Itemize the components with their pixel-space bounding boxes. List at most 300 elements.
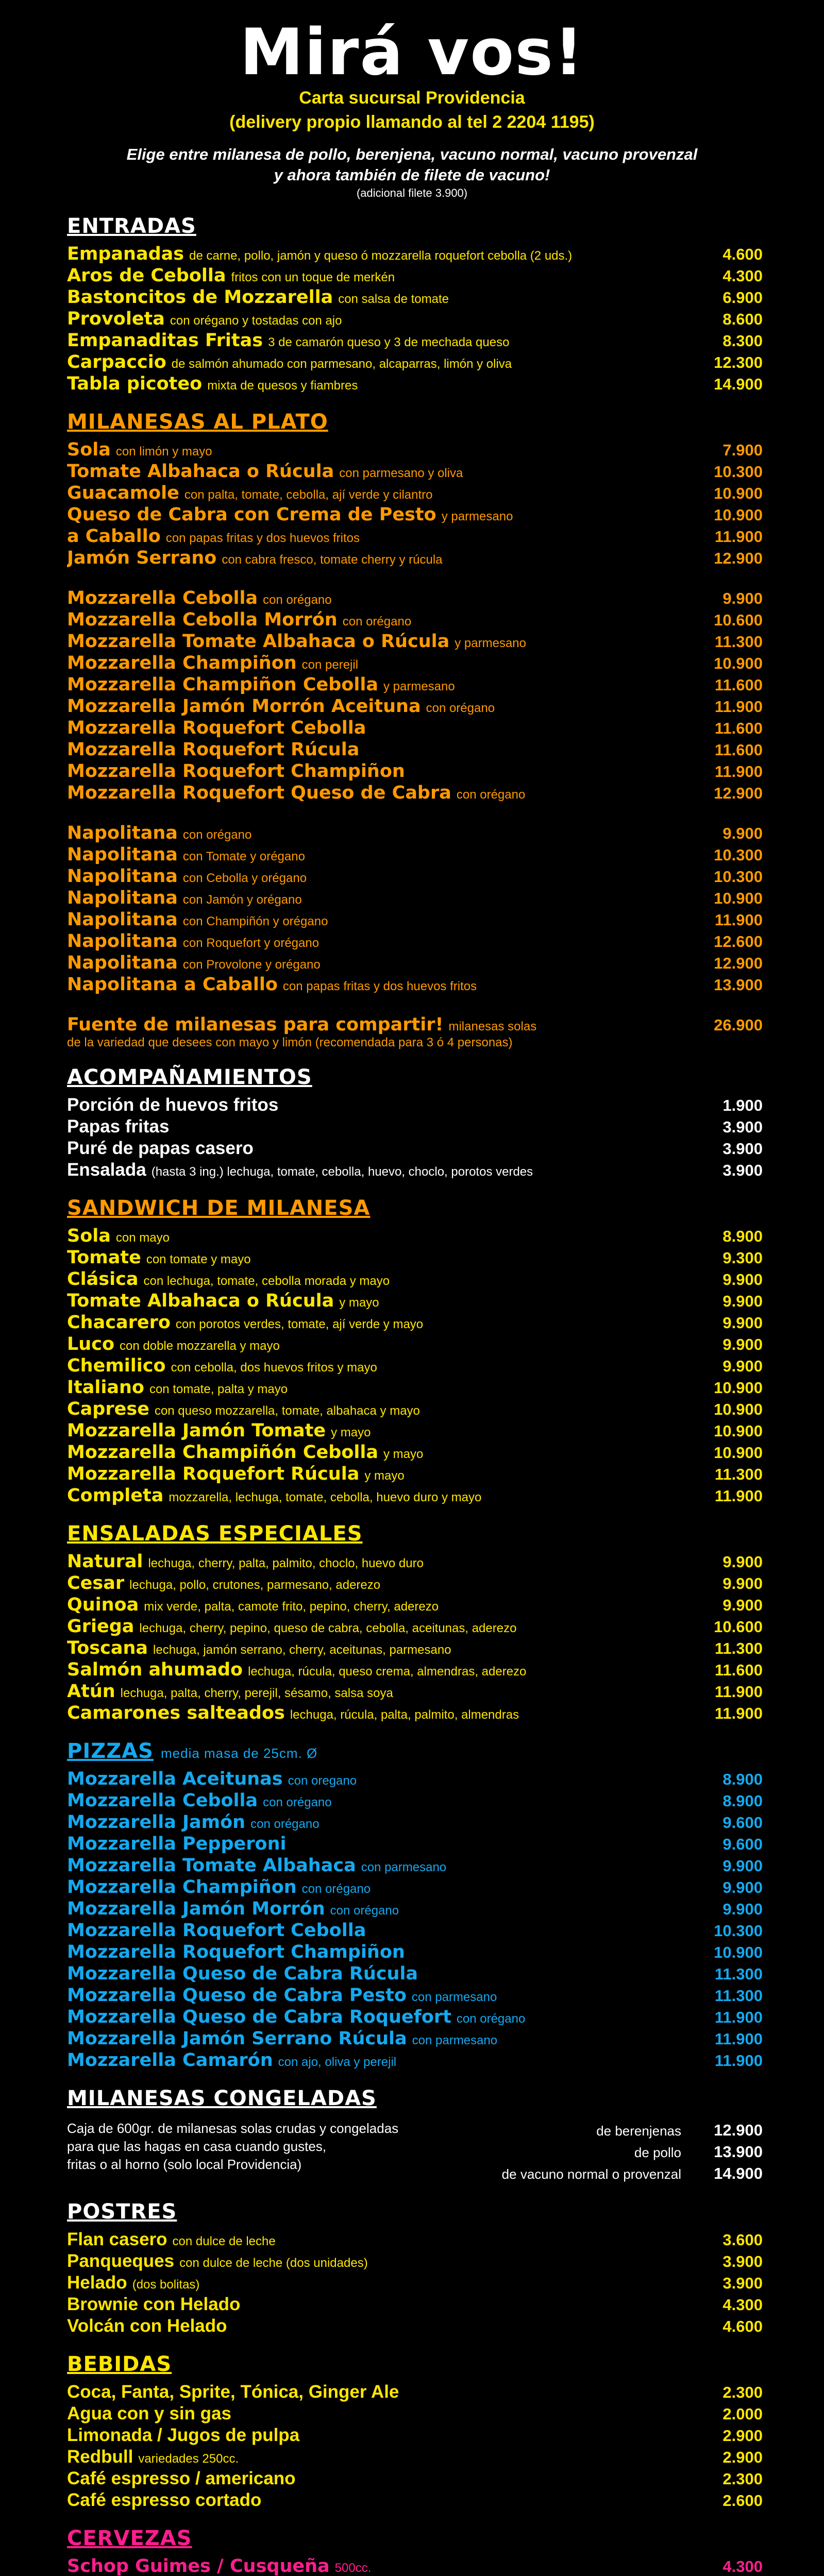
item-price: 12.600: [714, 933, 763, 951]
item-description: de salmón ahumado con parmesano, alcaparras, limón y oliva: [171, 357, 512, 371]
item-name: Natural: [67, 1551, 143, 1572]
item-name: Provoleta: [67, 309, 165, 330]
item-price: 11.300: [714, 1465, 763, 1484]
item-price: 11.300: [714, 1965, 763, 1984]
item-price: 8.900: [722, 1792, 763, 1810]
item-name: Carpaccio: [67, 352, 166, 373]
menu-item: [67, 2294, 763, 2315]
item-description: con orégano: [263, 1795, 332, 1810]
section-title: POSTRES: [67, 2199, 177, 2224]
item-text: [67, 1941, 691, 1963]
item-description: y parmesano: [383, 680, 455, 694]
item-text: [67, 526, 691, 547]
menu-item: [67, 717, 763, 739]
menu-item: [67, 482, 763, 504]
item-text: [67, 674, 691, 696]
item-description: con Jamón y orégano: [182, 893, 302, 907]
item-group: [67, 2229, 763, 2337]
price: 13.900: [714, 2143, 763, 2161]
item-text: [67, 1616, 691, 1637]
item-price: 11.900: [714, 911, 763, 929]
menu-item: [67, 1398, 763, 1420]
menu-title: Mirá vos!: [240, 15, 584, 90]
item-text: [67, 2006, 691, 2028]
item-description: con Provolone y orégano: [182, 958, 321, 972]
item-name: Napolitana a Caballo: [67, 974, 278, 995]
item-text: [67, 2315, 691, 2337]
item-text: [67, 930, 691, 952]
item-text: [67, 1398, 691, 1420]
item-name: Mozzarella Roquefort Cebolla: [67, 1920, 366, 1941]
section-title: SANDWICH DE MILANESA: [67, 1196, 371, 1221]
item-description: con Cebolla y orégano: [182, 871, 307, 886]
item-description: con tomate y mayo: [146, 1252, 251, 1267]
menu-item: [67, 2446, 763, 2468]
item-name: Griega: [67, 1616, 134, 1637]
item-price: 10.900: [714, 654, 763, 673]
item-name: Café espresso cortado: [67, 2489, 262, 2510]
item-name: Cesar: [67, 1573, 125, 1594]
congeladas-price-row: [502, 2141, 763, 2163]
item-text: [67, 887, 691, 909]
delivery-subtitle: (delivery propio llamando al tel 2 2204 1195): [229, 112, 595, 132]
menu-item: [67, 1941, 763, 1963]
menu-item: [67, 547, 763, 569]
item-text: [67, 308, 691, 330]
item-name: Porción de huevos fritos: [67, 1095, 279, 1115]
item-price: 3.900: [722, 2274, 763, 2292]
item-name: Empanadas: [67, 244, 184, 265]
item-price: 2.300: [722, 2469, 763, 2488]
congeladas-price-row: [502, 2120, 763, 2141]
item-text: [67, 1790, 691, 1811]
menu-item: [67, 308, 763, 330]
item-price: 7.900: [722, 441, 763, 460]
item-description: con orégano: [330, 1904, 399, 1918]
item-name: Bastoncitos de Mozzarella: [67, 287, 333, 308]
item-text: [67, 2403, 691, 2425]
item-name: Puré de papas casero: [67, 1138, 254, 1159]
item-name: Mozzarella Cebolla: [67, 588, 258, 609]
item-price: 3.900: [722, 2252, 763, 2270]
item-price: 12.900: [714, 784, 763, 803]
item-price: 11.300: [714, 1639, 763, 1658]
item-name: Mozzarella Roquefort Cebolla: [67, 718, 366, 739]
item-group: [67, 1551, 763, 1724]
item-text: [67, 1920, 691, 1941]
item-description: con orégano: [456, 2012, 526, 2026]
section-title: CERVEZAS: [67, 2526, 192, 2550]
menu-item: [67, 739, 763, 760]
item-price: 11.300: [714, 1987, 763, 2005]
item-name: Volcán con Helado: [67, 2315, 227, 2336]
item-price: 2.600: [722, 2491, 763, 2510]
item-price: 14.900: [714, 375, 763, 394]
item-text: [67, 1551, 691, 1572]
menu-item: [67, 822, 763, 844]
item-text: [67, 1225, 691, 1247]
item-text: [67, 631, 691, 652]
price: 12.900: [714, 2121, 763, 2140]
item-name: Tabla picoteo: [67, 374, 203, 395]
item-name: Brownie con Helado: [67, 2294, 241, 2314]
item-description: 500cc.: [334, 2561, 372, 2575]
item-price: 12.900: [714, 549, 763, 568]
menu-item: [67, 2425, 763, 2446]
item-price: 11.900: [714, 1704, 763, 1723]
congeladas-description: [67, 2120, 502, 2184]
section-title: MILANESAS CONGELADAS: [67, 2087, 377, 2111]
item-text: [67, 609, 691, 631]
item-text: [67, 1377, 691, 1398]
item-text: [67, 866, 691, 887]
item-name: Napolitana: [67, 866, 178, 887]
item-name: Guacamole: [67, 483, 179, 504]
menu-item: [67, 1702, 763, 1724]
section-postres: [67, 2200, 763, 2337]
item-price: 9.900: [722, 1270, 763, 1289]
menu-item: [67, 631, 763, 652]
item-name: Flan casero: [67, 2229, 167, 2249]
item-text: [67, 330, 691, 351]
item-text: [67, 2250, 691, 2272]
item-text: [67, 909, 691, 930]
item-price: 11.900: [714, 762, 763, 781]
item-text: [67, 504, 691, 526]
item-text: [67, 547, 691, 569]
item-text: [67, 652, 691, 674]
item-name: Redbull: [67, 2446, 133, 2467]
item-description: (dos bolitas): [132, 2277, 200, 2292]
section-acompanamientos: [67, 1065, 763, 1181]
item-price: 10.300: [714, 1922, 763, 1940]
item-price: 11.600: [714, 719, 763, 738]
item-text: [67, 1768, 691, 1790]
section-title: ACOMPAÑAMIENTOS: [67, 1065, 312, 1090]
item-group: [67, 587, 763, 804]
menu-item: [67, 1833, 763, 1855]
item-description: con orégano: [301, 1882, 371, 1896]
item-price: 6.900: [722, 289, 763, 307]
menu-item: [67, 696, 763, 717]
item-description: con queso mozzarella, tomate, albahaca y mayo: [154, 1404, 420, 1418]
item-name: Mozzarella Roquefort Champiñon: [67, 761, 405, 782]
item-text: [67, 1014, 691, 1036]
item-price: 11.900: [714, 1683, 763, 1701]
item-name: Mozzarella Jamón Tomate: [67, 1420, 326, 1442]
item-description: con Roquefort y orégano: [182, 936, 319, 951]
menu-item: [67, 243, 763, 265]
item-text: [67, 2028, 691, 2049]
menu-item: [67, 330, 763, 351]
section-milanesas: [67, 410, 763, 1050]
item-description: con limón y mayo: [115, 445, 212, 459]
menu-item: [67, 1681, 763, 1702]
congeladas-price-row: [502, 2163, 763, 2184]
item-name: Mozzarella Jamón Morrón: [67, 1899, 325, 1920]
item-description: con orégano: [250, 1817, 319, 1832]
item-name: Agua con y sin gas: [67, 2403, 231, 2424]
item-description: y mayo: [364, 1469, 405, 1483]
item-description: y mayo: [339, 1296, 379, 1310]
item-price: 10.300: [714, 846, 763, 865]
item-description: con palta, tomate, cebolla, ají verde y cilantro: [184, 488, 433, 502]
item-group: [67, 2555, 763, 2576]
item-description: con ajo, oliva y perejil: [278, 2055, 397, 2070]
item-text: [67, 2381, 691, 2403]
menu-item: [67, 974, 763, 995]
item-name: Mozzarella Tomate Albahaca: [67, 1855, 356, 1876]
item-text: [67, 2272, 691, 2294]
item-group: [67, 439, 763, 569]
item-name: Napolitana: [67, 888, 178, 909]
menu-item: [67, 2381, 763, 2403]
item-name: Mozzarella Roquefort Rúcula: [67, 1464, 360, 1485]
item-description: lechuga, pollo, crutones, parmesano, aderezo: [129, 1578, 381, 1592]
item-price: 12.300: [714, 353, 763, 372]
menu-item: [67, 1138, 763, 1159]
item-price: 10.300: [714, 868, 763, 886]
menu-item: [67, 2555, 763, 2576]
item-name: Limonada / Jugos de pulpa: [67, 2425, 300, 2445]
menu-item: [67, 1659, 763, 1681]
item-description: milanesas solas: [448, 1020, 537, 1034]
item-name: Tomate Albahaca o Rúcula: [67, 461, 334, 482]
section-congeladas: [67, 2087, 763, 2184]
item-name: Camarones salteados: [67, 1703, 285, 1724]
section-sandwich: [67, 1196, 763, 1506]
menu-item: [67, 1768, 763, 1790]
menu-item: [67, 674, 763, 696]
item-description: y mayo: [383, 1447, 424, 1462]
item-description: y parmesano: [455, 636, 527, 651]
item-text: [67, 351, 691, 373]
item-price: 9.900: [722, 1878, 763, 1897]
item-price: 9.900: [722, 1574, 763, 1593]
milanesa-options-line1: Elige entre milanesa de pollo, berenjena, vacuno normal, vacuno provenzal: [126, 145, 698, 163]
sharing-platter: [67, 1014, 763, 1050]
milanesa-options-line2: y ahora también de filete de vacuno!: [274, 165, 550, 184]
item-description: con dulce de leche (dos unidades): [179, 2256, 368, 2270]
item-description: (hasta 3 ing.) lechuga, tomate, cebolla, huevo, choclo, porotos verdes: [151, 1165, 533, 1179]
item-name: Tomate: [67, 1247, 141, 1268]
item-name: Helado: [67, 2272, 127, 2293]
menu-item: [67, 1616, 763, 1637]
item-name: Mozzarella Tomate Albahaca o Rúcula: [67, 631, 450, 652]
item-price: 8.900: [722, 1227, 763, 1246]
item-price: 4.300: [722, 2557, 763, 2575]
menu-item: [67, 351, 763, 373]
item-price: 10.900: [714, 1400, 763, 1419]
item-price: 4.600: [722, 245, 763, 264]
item-text: [67, 717, 691, 739]
item-text: [67, 439, 691, 461]
item-name: Sola: [67, 439, 111, 461]
menu-item: [67, 1268, 763, 1290]
item-description: fritos con un toque de merkén: [231, 270, 395, 285]
item-description: con dulce de leche: [172, 2234, 276, 2248]
item-price: 10.900: [714, 1422, 763, 1440]
menu-item: [67, 930, 763, 952]
item-name: Atún: [67, 1681, 115, 1702]
item-price: 10.900: [714, 1444, 763, 1462]
item-group: [67, 822, 763, 995]
item-price: 8.600: [722, 310, 763, 329]
item-description: con cabra fresco, tomate cherry y rúcula: [222, 553, 443, 567]
item-description: lechuga, cherry, pepino, queso de cabra, cebolla, aceitunas, aderezo: [139, 1621, 517, 1636]
item-name: Chacarero: [67, 1312, 171, 1333]
item-name: Mozzarella Queso de Cabra Pesto: [67, 1985, 407, 2006]
menu-item: [67, 461, 763, 482]
congeladas-desc-line: Caja de 600gr. de milanesas solas crudas y congeladas: [67, 2121, 399, 2137]
item-text: [67, 1116, 691, 1138]
menu-item: [67, 1247, 763, 1268]
item-name: Mozzarella Camarón: [67, 2050, 273, 2071]
item-name: Mozzarella Queso de Cabra Roquefort: [67, 2007, 451, 2028]
item-text: [67, 1681, 691, 1702]
item-description: mozzarella, lechuga, tomate, cebolla, huevo duro y mayo: [169, 1490, 482, 1505]
item-name: Napolitana: [67, 931, 178, 952]
item-name: Panqueques: [67, 2250, 175, 2271]
menu-item: [67, 1876, 763, 1898]
item-text: [67, 1594, 691, 1616]
item-name: Tomate Albahaca o Rúcula: [67, 1291, 334, 1312]
item-text: [67, 696, 691, 717]
menu-item: [67, 1898, 763, 1920]
item-name: Completa: [67, 1485, 164, 1506]
item-description: con tomate, palta y mayo: [149, 1382, 288, 1397]
menu-item: [67, 1485, 763, 1506]
item-price: 9.900: [722, 1857, 763, 1875]
item-price: 10.900: [714, 484, 763, 503]
item-name: Mozzarella Champiñon Cebolla: [67, 674, 378, 696]
item-price: 9.900: [722, 1596, 763, 1615]
item-price: 4.300: [722, 2295, 763, 2314]
item-text: [67, 2229, 691, 2250]
menu-item: [67, 1312, 763, 1333]
item-price: 3.900: [722, 1118, 763, 1137]
item-price: 11.900: [714, 1487, 763, 1505]
item-name: Napolitana: [67, 909, 178, 930]
item-name: Fuente de milanesas para compartir!: [67, 1014, 444, 1036]
item-price: 3.600: [722, 2230, 763, 2249]
item-price: 11.600: [714, 676, 763, 694]
item-text: [67, 286, 691, 308]
item-name: Napolitana: [67, 844, 178, 866]
item-text: [67, 1572, 691, 1594]
item-description: con parmesano y oliva: [339, 466, 463, 481]
menu-item: [67, 504, 763, 526]
menu-item: [67, 909, 763, 930]
item-price: 9.900: [722, 1335, 763, 1354]
item-price: 3.900: [722, 1140, 763, 1158]
item-text: [67, 373, 691, 395]
item-description: con orégano y tostadas con ajo: [170, 314, 342, 328]
menu-item: [67, 1572, 763, 1594]
item-price: 9.600: [722, 1814, 763, 1832]
item-text: [67, 243, 691, 265]
menu-item: [67, 1637, 763, 1659]
item-price: 1.900: [722, 1096, 763, 1115]
item-description: variedades 250cc.: [138, 2451, 239, 2466]
item-price: 2.000: [722, 2404, 763, 2423]
section-title-note: media masa de 25cm. Ø: [160, 1745, 318, 1761]
item-name: Chemilico: [67, 1355, 166, 1377]
menu-item: [67, 2315, 763, 2337]
price: 14.900: [714, 2164, 763, 2182]
item-name: Mozzarella Jamón Morrón Aceituna: [67, 696, 421, 717]
item-text: [67, 1702, 691, 1724]
congeladas-prices: [502, 2120, 763, 2184]
item-name: Mozzarella Cebolla Morrón: [67, 609, 338, 631]
item-price: 11.900: [714, 2008, 763, 2027]
menu-item: [67, 2468, 763, 2489]
menu-item: [67, 1551, 763, 1572]
menu-item: [67, 265, 763, 286]
item-text: [67, 1463, 691, 1485]
menu-item: [67, 652, 763, 674]
item-name: Mozzarella Champiñon: [67, 1877, 297, 1898]
item-name: Sola: [67, 1226, 111, 1247]
item-description: con Champiñón y orégano: [182, 914, 328, 929]
item-price: 9.600: [722, 1835, 763, 1854]
menu-item: [67, 2250, 763, 2272]
congeladas-desc-line: para que las hagas en casa cuando gustes,: [67, 2139, 327, 2155]
menu-item: [67, 2229, 763, 2250]
item-text: [67, 1138, 691, 1159]
item-description: con papas fritas y dos huevos fritos: [165, 531, 360, 546]
menu-item: [67, 1159, 763, 1181]
item-text: [67, 844, 691, 866]
item-name: Italiano: [67, 1377, 144, 1398]
item-name: Clásica: [67, 1269, 139, 1290]
section-title: PIZZAS: [67, 1739, 154, 1764]
item-text: [67, 482, 691, 504]
menu-item: [67, 782, 763, 804]
item-description: mix verde, palta, camote frito, pepino, cherry, aderezo: [144, 1600, 439, 1614]
section-bebidas: [67, 2352, 763, 2511]
item-price: 10.900: [714, 1379, 763, 1397]
item-price: 10.300: [714, 463, 763, 481]
menu-content: [0, 214, 763, 2576]
item-text: [67, 1855, 691, 1876]
item-description: con parmesano: [411, 1990, 497, 2005]
item-text: [67, 1268, 691, 1290]
item-price: 9.900: [722, 589, 763, 608]
item-text: [67, 1290, 691, 1312]
congeladas-block: [67, 2120, 763, 2184]
item-description: con lechuga, tomate, cebolla morada y mayo: [143, 1274, 390, 1289]
item-price: 10.900: [714, 889, 763, 908]
menu-item: [67, 526, 763, 547]
item-name: Mozzarella Champiñón Cebolla: [67, 1442, 378, 1463]
item-name: Mozzarella Queso de Cabra Rúcula: [67, 1963, 418, 1985]
item-name: Coca, Fanta, Sprite, Tónica, Ginger Ale: [67, 2381, 399, 2402]
item-description: lechuga, palta, cherry, perejil, sésamo, salsa soya: [120, 1686, 393, 1701]
menu-item: [67, 887, 763, 909]
item-description: y parmesano: [441, 510, 513, 524]
item-price: 11.900: [714, 528, 763, 546]
section-entradas: [67, 214, 763, 395]
menu-item: [67, 2403, 763, 2425]
item-description: con porotos verdes, tomate, ají verde y mayo: [175, 1317, 424, 1332]
menu-item: [67, 587, 763, 609]
item-price: 10.600: [714, 1618, 763, 1636]
item-text: [67, 2489, 691, 2511]
item-description: con oregano: [288, 1774, 357, 1788]
item-text: [67, 461, 691, 482]
item-description: mixta de quesos y fiambres: [207, 379, 358, 393]
